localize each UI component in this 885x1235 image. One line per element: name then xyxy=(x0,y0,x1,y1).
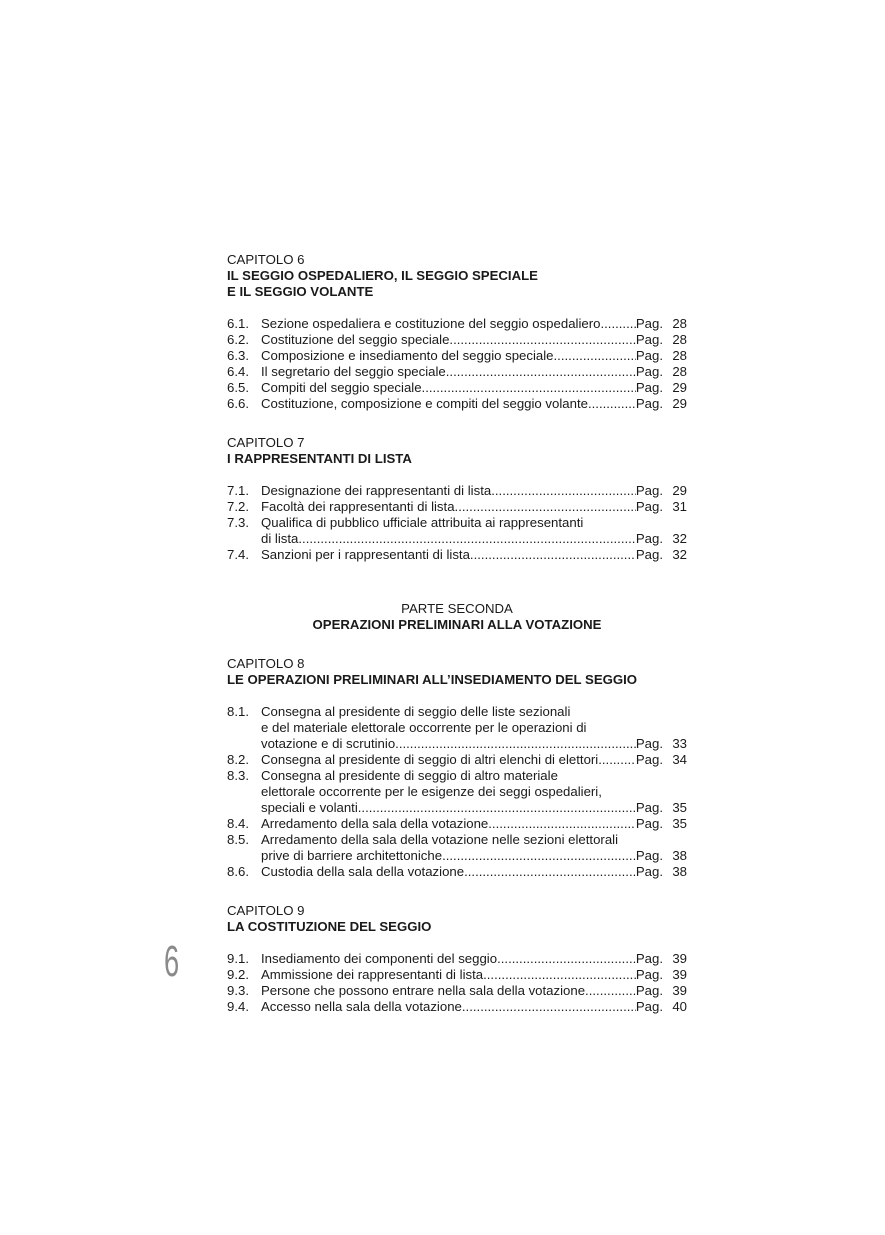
page-prefix: Pag. xyxy=(635,967,663,982)
entry-final-line xyxy=(261,848,687,864)
entry-final-line xyxy=(261,483,687,499)
chapter-title: LA COSTITUZIONE DEL SEGGIO xyxy=(227,919,432,934)
entry-body xyxy=(261,983,687,999)
toc-entry xyxy=(227,515,687,547)
entry-title: di lista xyxy=(261,531,299,546)
entry-number: 9.4. xyxy=(227,999,249,1014)
page-prefix: Pag. xyxy=(635,364,663,379)
page-prefix: Pag. xyxy=(635,951,663,966)
dot-leader xyxy=(442,848,636,864)
page-number-ref: 32 xyxy=(672,547,687,562)
entry-number: 8.4. xyxy=(227,816,249,831)
page-reference xyxy=(636,951,687,967)
page-number: 6 xyxy=(164,937,180,986)
dot-leader xyxy=(449,332,635,348)
entry-number: 6.3. xyxy=(227,348,249,363)
dot-leader xyxy=(585,983,636,999)
dot-leader xyxy=(470,547,636,563)
page-prefix: Pag. xyxy=(635,864,663,879)
entry-final-line xyxy=(261,736,687,752)
toc-entry xyxy=(227,348,687,364)
entry-title: Sanzioni per i rappresentanti di lista xyxy=(261,547,470,562)
page-number-ref: 38 xyxy=(672,848,687,863)
page-number-ref: 38 xyxy=(672,864,687,879)
chapters-group-b xyxy=(227,656,687,1015)
chapter-label: CAPITOLO 9 xyxy=(227,903,305,918)
entry-number: 9.3. xyxy=(227,983,249,998)
entry-body xyxy=(261,951,687,967)
entry-final-line xyxy=(261,396,687,412)
entry-title: Designazione dei rappresentanti di lista xyxy=(261,483,492,498)
chapter-heading xyxy=(227,903,687,935)
dot-leader xyxy=(298,531,635,547)
entry-number: 7.1. xyxy=(227,483,249,498)
toc-entries xyxy=(227,316,687,412)
page-reference xyxy=(636,396,687,412)
toc-entry xyxy=(227,332,687,348)
entry-body xyxy=(261,332,687,348)
page-reference xyxy=(636,531,687,547)
toc-entry xyxy=(227,364,687,380)
entry-number: 8.5. xyxy=(227,832,249,847)
entry-number: 6.6. xyxy=(227,396,249,411)
toc-entry xyxy=(227,380,687,396)
page-number-ref: 39 xyxy=(672,967,687,982)
dot-leader xyxy=(600,316,635,332)
entry-text-line: Consegna al presidente di seggio delle liste sezionali xyxy=(261,704,571,719)
entry-title: Costituzione, composizione e compiti del seggio volante xyxy=(261,396,588,411)
entry-text-line: Consegna al presidente di seggio di altro materiale xyxy=(261,768,558,783)
entry-final-line xyxy=(261,531,687,547)
page-number-ref: 39 xyxy=(672,951,687,966)
page-number-ref: 31 xyxy=(672,499,687,514)
toc-entries xyxy=(227,951,687,1015)
toc-entries xyxy=(227,483,687,563)
entry-text-line: e del materiale elettorale occorrente per le operazioni di xyxy=(261,720,587,735)
entry-body xyxy=(261,483,687,499)
entry-final-line xyxy=(261,999,687,1015)
toc-entries xyxy=(227,704,687,880)
entry-text-line: elettorale occorrente per le esigenze dei seggi ospedalieri, xyxy=(261,784,602,799)
dot-leader xyxy=(488,816,636,832)
entry-number: 8.1. xyxy=(227,704,249,719)
page-prefix: Pag. xyxy=(635,483,663,498)
page-reference xyxy=(636,380,687,396)
chapter-label: CAPITOLO 7 xyxy=(227,435,305,450)
entry-title: Ammissione dei rappresentanti di lista xyxy=(261,967,484,982)
page-reference xyxy=(636,499,687,515)
page-number-ref: 34 xyxy=(672,752,687,767)
page-prefix: Pag. xyxy=(635,348,663,363)
entry-body xyxy=(261,396,687,412)
page-prefix: Pag. xyxy=(635,332,663,347)
chapter-heading xyxy=(227,656,687,688)
chapter-heading xyxy=(227,435,687,467)
entry-text-line: Arredamento della sala della votazione nelle sezioni elettorali xyxy=(261,832,619,847)
entry-final-line xyxy=(261,967,687,983)
dot-leader xyxy=(395,736,636,752)
dot-leader xyxy=(483,967,636,983)
page-reference xyxy=(636,967,687,983)
page-reference xyxy=(636,364,687,380)
page-reference xyxy=(636,348,687,364)
toc-entry xyxy=(227,547,687,563)
entry-body xyxy=(261,967,687,983)
entry-final-line xyxy=(261,332,687,348)
entry-final-line xyxy=(261,800,687,816)
chapter-title: IL SEGGIO OSPEDALIERO, IL SEGGIO SPECIALE xyxy=(227,268,538,283)
page-number-ref: 33 xyxy=(672,736,687,751)
toc-entry xyxy=(227,704,687,752)
entry-title: Compiti del seggio speciale xyxy=(261,380,422,395)
part-title: OPERAZIONI PRELIMINARI ALLA VOTAZIONE xyxy=(312,617,602,632)
toc-entry xyxy=(227,768,687,816)
chapter-label: CAPITOLO 6 xyxy=(227,252,305,267)
entry-body xyxy=(261,752,687,768)
toc-entry xyxy=(227,396,687,412)
entry-body xyxy=(261,499,687,515)
dot-leader xyxy=(554,348,636,364)
chapter-title: LE OPERAZIONI PRELIMINARI ALL’INSEDIAMENTO DEL SEGGIO xyxy=(227,672,638,687)
entry-body xyxy=(261,364,687,380)
entry-title: Facoltà dei rappresentanti di lista xyxy=(261,499,455,514)
page-prefix: Pag. xyxy=(635,983,663,998)
page-reference xyxy=(636,332,687,348)
entry-number: 7.4. xyxy=(227,547,249,562)
page-reference xyxy=(636,800,687,816)
toc-entry xyxy=(227,983,687,999)
entry-title: votazione e di scrutinio xyxy=(261,736,396,751)
entry-final-line xyxy=(261,380,687,396)
toc-entry xyxy=(227,752,687,768)
page-reference xyxy=(636,547,687,563)
dot-leader xyxy=(598,752,636,768)
page-number-ref: 35 xyxy=(672,800,687,815)
entry-final-line xyxy=(261,547,687,563)
entry-title: Il segretario del seggio speciale xyxy=(261,364,446,379)
toc-entry xyxy=(227,864,687,880)
entry-number: 6.5. xyxy=(227,380,249,395)
entry-title: Consegna al presidente di seggio di altri elenchi di elettori xyxy=(261,752,599,767)
page-number-ref: 35 xyxy=(672,816,687,831)
page-number-ref: 28 xyxy=(672,332,687,347)
dot-leader xyxy=(422,380,636,396)
entry-body xyxy=(261,316,687,332)
entry-body xyxy=(261,816,687,832)
entry-title: Arredamento della sala della votazione xyxy=(261,816,489,831)
page-prefix: Pag. xyxy=(635,316,663,331)
entry-body xyxy=(261,864,687,880)
dot-leader xyxy=(497,951,636,967)
entry-body xyxy=(261,768,687,816)
dot-leader xyxy=(358,800,636,816)
entry-number: 9.2. xyxy=(227,967,249,982)
chapter-title: E IL SEGGIO VOLANTE xyxy=(227,284,374,299)
page-prefix: Pag. xyxy=(635,499,663,514)
page-number-ref: 39 xyxy=(672,983,687,998)
entry-body xyxy=(261,380,687,396)
toc-entry xyxy=(227,816,687,832)
entry-body xyxy=(261,999,687,1015)
page-reference xyxy=(636,483,687,499)
toc-entry xyxy=(227,483,687,499)
entry-body xyxy=(261,348,687,364)
page-reference xyxy=(636,752,687,768)
entry-title: Custodia della sala della votazione xyxy=(261,864,465,879)
entry-number: 6.4. xyxy=(227,364,249,379)
page-reference xyxy=(636,864,687,880)
page-number-ref: 28 xyxy=(672,348,687,363)
page-reference xyxy=(636,848,687,864)
page-reference xyxy=(636,816,687,832)
entry-title: Persone che possono entrare nella sala della votazione xyxy=(261,983,586,998)
entry-title: Accesso nella sala della votazione xyxy=(261,999,462,1014)
part-label: PARTE SECONDA xyxy=(401,601,513,616)
page-reference xyxy=(636,999,687,1015)
entry-number: 8.6. xyxy=(227,864,249,879)
page-prefix: Pag. xyxy=(635,736,663,751)
page-number-ref: 29 xyxy=(672,483,687,498)
entry-number: 7.2. xyxy=(227,499,249,514)
page-prefix: Pag. xyxy=(635,396,663,411)
entry-body xyxy=(261,515,687,547)
entry-title: Insediamento dei componenti del seggio xyxy=(261,951,498,966)
dot-leader xyxy=(446,364,636,380)
page-reference xyxy=(636,736,687,752)
page-number-ref: 32 xyxy=(672,531,687,546)
page-prefix: Pag. xyxy=(635,752,663,767)
dot-leader xyxy=(491,483,636,499)
page-prefix: Pag. xyxy=(635,547,663,562)
entry-title: Sezione ospedaliera e costituzione del seggio ospedaliero xyxy=(261,316,601,331)
page-number-ref: 29 xyxy=(672,396,687,411)
entry-final-line xyxy=(261,316,687,332)
dot-leader xyxy=(455,499,636,515)
page-reference xyxy=(636,983,687,999)
page-number-ref: 40 xyxy=(672,999,687,1014)
page-prefix: Pag. xyxy=(635,531,663,546)
entry-final-line xyxy=(261,499,687,515)
entry-number: 8.3. xyxy=(227,768,249,783)
chapters-group-a xyxy=(227,252,687,563)
toc-entry xyxy=(227,316,687,332)
entry-number: 9.1. xyxy=(227,951,249,966)
entry-final-line xyxy=(261,364,687,380)
part-heading xyxy=(227,601,687,633)
entry-body xyxy=(261,547,687,563)
entry-title: Costituzione del seggio speciale xyxy=(261,332,450,347)
page-number-ref: 28 xyxy=(672,316,687,331)
page-number-ref: 28 xyxy=(672,364,687,379)
entry-number: 6.2. xyxy=(227,332,249,347)
page-prefix: Pag. xyxy=(635,800,663,815)
entry-title: Composizione e insediamento del seggio speciale xyxy=(261,348,554,363)
entry-title: speciali e volanti xyxy=(261,800,358,815)
entry-final-line xyxy=(261,983,687,999)
page-prefix: Pag. xyxy=(635,816,663,831)
entry-final-line xyxy=(261,951,687,967)
page-prefix: Pag. xyxy=(635,380,663,395)
chapter-title: I RAPPRESENTANTI DI LISTA xyxy=(227,451,412,466)
dot-leader xyxy=(464,864,636,880)
entry-final-line xyxy=(261,816,687,832)
chapter-heading xyxy=(227,252,687,300)
entry-number: 7.3. xyxy=(227,515,249,530)
dot-leader xyxy=(462,999,636,1015)
table-of-contents xyxy=(227,252,687,1015)
page-reference xyxy=(636,316,687,332)
toc-entry xyxy=(227,999,687,1015)
toc-entry xyxy=(227,499,687,515)
entry-final-line xyxy=(261,348,687,364)
page-prefix: Pag. xyxy=(635,999,663,1014)
entry-title: prive di barriere architettoniche xyxy=(261,848,443,863)
entry-final-line xyxy=(261,752,687,768)
entry-body xyxy=(261,704,687,752)
entry-body xyxy=(261,832,687,864)
entry-final-line xyxy=(261,864,687,880)
entry-number: 8.2. xyxy=(227,752,249,767)
toc-entry xyxy=(227,951,687,967)
entry-text-line: Qualifica di pubblico ufficiale attribuita ai rappresentanti xyxy=(261,515,584,530)
entry-number: 6.1. xyxy=(227,316,249,331)
page-prefix: Pag. xyxy=(635,848,663,863)
chapter-label: CAPITOLO 8 xyxy=(227,656,305,671)
page-number-ref: 29 xyxy=(672,380,687,395)
toc-entry xyxy=(227,832,687,864)
dot-leader xyxy=(588,396,636,412)
toc-entry xyxy=(227,967,687,983)
